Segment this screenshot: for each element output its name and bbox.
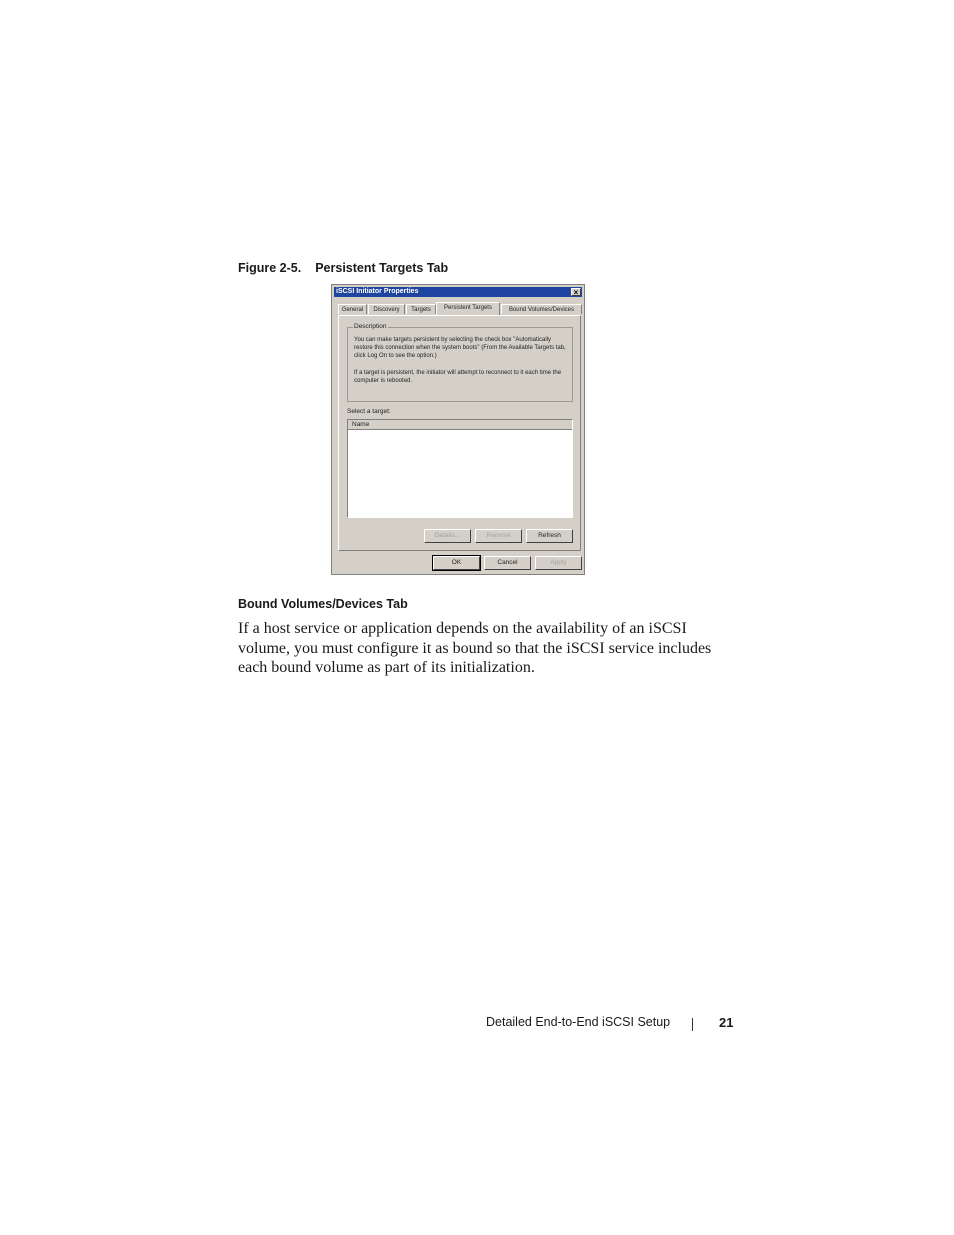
list-header-name[interactable]: Name [348, 420, 572, 430]
dialog-titlebar [334, 287, 582, 297]
tab-targets[interactable]: Targets [406, 304, 436, 314]
close-icon[interactable]: × [571, 288, 581, 296]
cancel-button[interactable]: Cancel [484, 556, 531, 570]
description-text-1: You can make targets persistent by selecting the check box "Automatically restore this connection when the system boots" (From the Available Targets tab, click Log On to see the option.) [354, 337, 566, 359]
remove-button[interactable]: Remove [475, 529, 522, 543]
select-target-label: Select a target: [347, 408, 391, 415]
dialog-title: iSCSI Initiator Properties [336, 288, 419, 295]
ok-button[interactable]: OK [433, 556, 480, 570]
figure-caption [238, 261, 448, 275]
figure-number: Figure 2-5. [238, 261, 302, 275]
description-text-2: If a target is persistent, the initiator will attempt to reconnect to it each time the computer is rebooted. [354, 370, 562, 384]
page-number: 21 [719, 1015, 734, 1030]
targets-list[interactable] [347, 419, 573, 518]
footer-text: Detailed End-to-End iSCSI Setup [486, 1015, 671, 1029]
footer-divider [692, 1018, 693, 1031]
tab-persistent-targets[interactable]: Persistent Targets [436, 302, 500, 315]
body-paragraph: If a host service or application depends on the availability of an iSCSI volume, you must configure it as bound so that the iSCSI service includes each bound volume as part of its initialization. [238, 620, 712, 676]
persistent-targets-panel [338, 315, 581, 551]
refresh-button[interactable]: Refresh [526, 529, 573, 543]
details-button[interactable]: Details... [424, 529, 471, 543]
description-groupbox [347, 323, 573, 402]
tab-general[interactable]: General [338, 304, 367, 314]
apply-button[interactable]: Apply [535, 556, 582, 570]
tab-discovery[interactable]: Discovery [368, 304, 405, 314]
section-heading: Bound Volumes/Devices Tab [238, 597, 408, 611]
figure-title: Persistent Targets Tab [315, 261, 449, 275]
description-label: Description [354, 323, 387, 330]
tab-bound-volumes-devices[interactable]: Bound Volumes/Devices [501, 304, 582, 314]
iscsi-initiator-properties-dialog [331, 284, 585, 575]
